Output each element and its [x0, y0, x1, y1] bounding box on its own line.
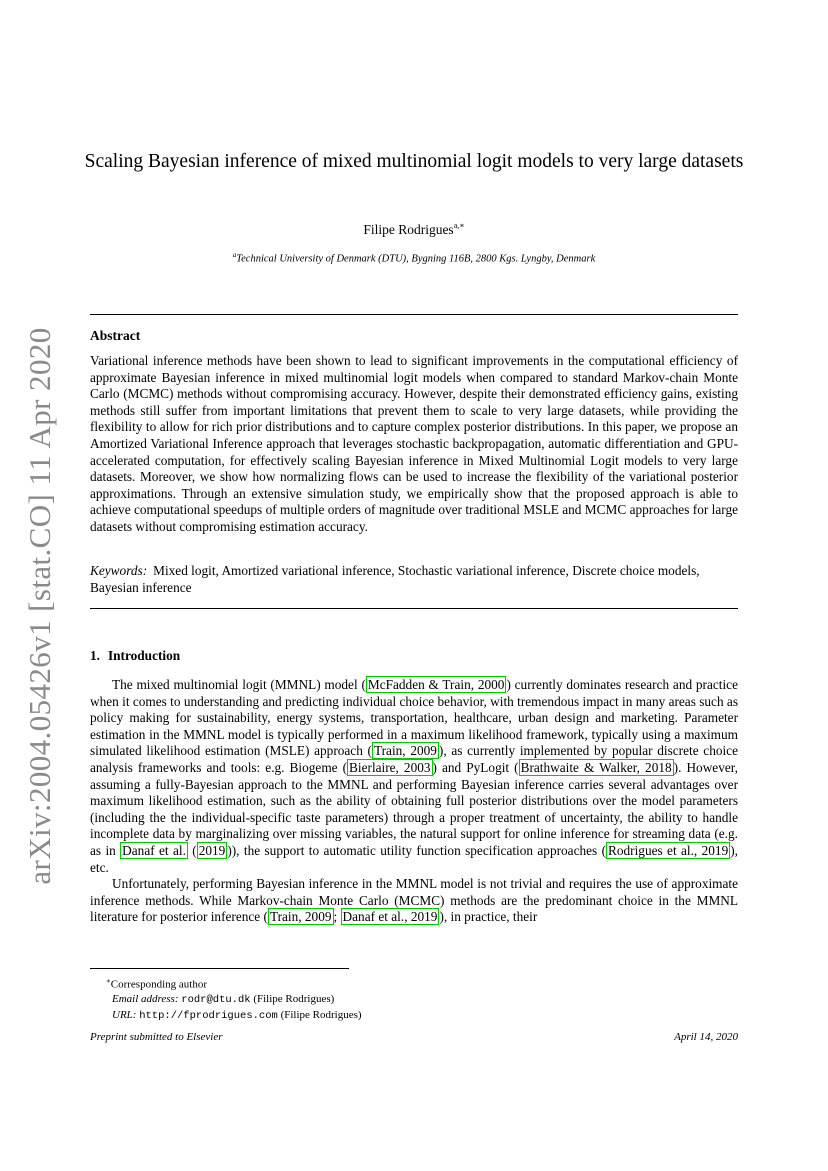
- citation-link[interactable]: Train, 2009: [373, 743, 437, 759]
- footer-date: April 14, 2020: [674, 1031, 738, 1043]
- email-name: (Filipe Rodrigues): [253, 993, 335, 1006]
- abstract-bottom-rule: [90, 608, 738, 609]
- text-run: ) and PyLogit (: [432, 759, 519, 775]
- citation-link[interactable]: Brathwaite & Walker, 2018: [520, 759, 672, 775]
- section-number: 1.: [90, 648, 100, 663]
- abstract-top-rule: [90, 314, 738, 315]
- arxiv-side-stamp: arXiv:2004.05426v1 [stat.CO] 11 Apr 2020: [22, 327, 57, 885]
- keywords-text: Mixed logit, Amortized variational inference, Stochastic variational inference, Discrete choice models, Bayesian inference: [90, 563, 700, 595]
- text-run: ). However, assuming a fully-Bayesian approach to the MMNL and performing Bayesian inference carries several advantages over maximum likelihood estimation, such as the ability of obtaining full posterior distributions over the model parameters (including the the individual-specific taste parameters) through a proper treatment of uncertainty, the ability to handle incomplete data by marginalizing over missing variables, the natural support for online inference for streaming data (e.g. as in: [90, 759, 738, 858]
- text-run: )), the support to automatic utility function specification approaches (: [227, 842, 607, 858]
- email-label: Email address:: [112, 993, 179, 1006]
- url-label: URL:: [112, 1008, 137, 1021]
- citation-link[interactable]: McFadden & Train, 2000: [367, 677, 505, 692]
- text-run: ), as currently implemented by popular discrete choice analysis frameworks and tools: e.g. Biogeme (: [90, 743, 738, 775]
- intro-paragraph-1: [90, 677, 738, 876]
- section-heading: [90, 648, 180, 664]
- url-name: (Filipe Rodrigues): [280, 1008, 362, 1021]
- citation-link[interactable]: Train, 2009: [269, 909, 332, 925]
- url-link[interactable]: http://fprodrigues.com: [139, 1009, 278, 1022]
- email-link[interactable]: rodr@dtu.dk: [181, 994, 251, 1007]
- text-run: (: [187, 842, 197, 858]
- abstract-text: Variational inference methods have been shown to lead to significant improvements in the computational efficiency of approximate Bayesian inference in mixed multinomial logit models when compared to standard Markov-chain Monte Carlo (MCMC) methods without compromising accuracy. However, despite their demonstrated efficiency gains, existing methods still suffer from important limitations that prevent them to scale to very large datasets, while providing the flexibility to allow for rich prior distributions and to capture complex posterior distributions. In this paper, we propose an Amortized Variational Inference approach that leverages stochastic backpropagation, automatic differentiation and GPU-accelerated computation, for effectively scaling Bayesian inference in Mixed Multinomial Logit models to very large datasets. Moreover, we show how normalizing flows can be used to increase the flexibility of the variational posterior approximations. Through an extensive simulation study, we empirically show that the proposed approach is able to achieve computational speedups of multiple orders of magnitude over traditional MSLE and MCMC approaches for large datasets without compromising estimation accuracy.: [90, 353, 738, 534]
- keywords-label: Keywords:: [90, 563, 148, 578]
- arxiv-side-stamp-wrap: [22, 327, 57, 885]
- footnote-mark: ∗: [106, 977, 111, 985]
- citation-link[interactable]: 2019: [198, 842, 226, 858]
- footnote-url: [90, 1008, 362, 1024]
- text-run: ), in practice, their: [439, 909, 538, 925]
- abstract-heading: Abstract: [90, 328, 141, 343]
- footer-left: Preprint submitted to Elsevier: [90, 1031, 223, 1043]
- footnote-corresponding-text: Corresponding author: [110, 978, 207, 991]
- author-line: [0, 222, 828, 238]
- footnote-rule: [90, 968, 349, 969]
- citation-link[interactable]: Rodrigues et al., 2019: [608, 842, 729, 858]
- affiliation-text: Technical University of Denmark (DTU), Bygning 116B, 2800 Kgs. Lyngby, Denmark: [236, 253, 596, 265]
- footnote: [90, 974, 362, 1023]
- keywords: [90, 563, 738, 596]
- affiliation: [0, 251, 828, 265]
- text-run: ), etc.: [90, 842, 738, 875]
- intro-paragraph-2: [90, 876, 738, 926]
- footnote-email: [90, 992, 362, 1008]
- citation-link[interactable]: Danaf et al.: [122, 842, 186, 858]
- text-run: The mixed multinomial logit (MMNL) model (: [112, 677, 366, 692]
- author-marks: a,∗: [453, 221, 465, 230]
- footnote-corresponding: [90, 974, 362, 992]
- citation-link[interactable]: Bierlaire, 2003: [349, 759, 431, 775]
- citation-link[interactable]: Danaf et al., 2019: [342, 909, 438, 925]
- text-run: ) currently dominates research and practice when it comes to understanding and predicting individual choice behavior, with tremendous impact in many areas such as policy making for sustainability, energy systems, transportation, healthcare, urban design and marketing. Parameter estimation in the MMNL model is typically performed in a maximum likelihood framework, typically using a maximum simulated likelihood estimation (MSLE) approach (: [90, 677, 738, 759]
- text-run: Unfortunately, performing Bayesian inference in the MMNL model is not trivial and requires the use of approximate inference methods. While Markov-chain Monte Carlo (MCMC) methods are the predominant choice in the MMNL literature for posterior inference (: [90, 876, 738, 925]
- affiliation-mark: a: [232, 251, 237, 259]
- section-title: Introduction: [107, 648, 181, 663]
- paper-title: Scaling Bayesian inference of mixed multinomial logit models to very large datasets: [84, 151, 744, 172]
- text-run: ;: [333, 909, 341, 925]
- intro-body: [90, 677, 738, 926]
- author-name: Filipe Rodrigues: [363, 222, 454, 237]
